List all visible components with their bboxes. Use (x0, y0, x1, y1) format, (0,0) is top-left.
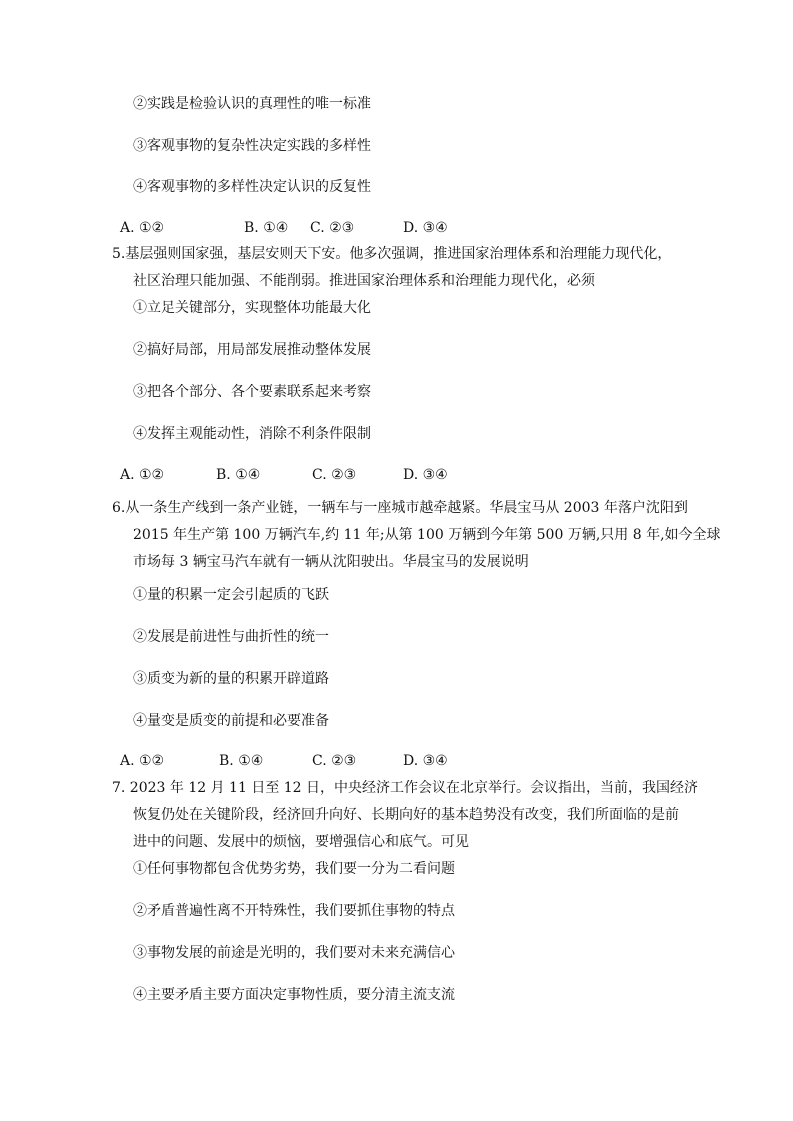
q5-stem-line-2: 社区治理只能加强、不能削弱。推进国家治理体系和治理能力现代化，必须 (133, 273, 595, 289)
q5-option-b[interactable]: B. ①④ (216, 467, 261, 483)
q4-option-b[interactable]: B. ①④ (244, 220, 289, 236)
q5-option-d[interactable]: D. ③④ (403, 467, 448, 483)
q6-statement-3: ③质变为新的量的积累开辟道路 (133, 671, 329, 687)
q6-option-a[interactable]: A. ①② (120, 753, 165, 769)
q7-statement-1: ①任何事物都包含优势劣势，我们要一分为二看问题 (133, 861, 455, 877)
q7-stem-line-2: 恢复仍处在关键阶段，经济回升向好、长期向好的基本趋势没有改变，我们所面临的是前 (133, 807, 679, 823)
q5-statement-4: ④发挥主观能动性，消除不利条件限制 (133, 426, 371, 442)
q6-option-b[interactable]: B. ①④ (219, 753, 264, 769)
q7-statement-4: ④主要矛盾主要方面决定事物性质，要分清主流支流 (133, 987, 455, 1003)
q6-stem-line-3: 市场每 3 辆宝马汽车就有一辆从沈阳驶出。华晨宝马的发展说明 (133, 554, 529, 570)
q6-stem-line-1: 6.从一条生产线到一条产业链，一辆车与一座城市越牵越紧。华晨宝马从 2003 年落户沈阳到 (112, 500, 688, 516)
q6-statement-1: ①量的积累一定会引起质的飞跃 (133, 587, 329, 603)
q6-stem-line-2: 2015 年生产第 100 万辆汽车,约 11 年;从第 100 万辆到今年第 500 万辆,只用 8 年,如今全球 (133, 527, 721, 543)
q5-statement-1: ①立足关键部分，实现整体功能最大化 (133, 300, 371, 316)
q5-statement-3: ③把各个部分、各个要素联系起来考察 (133, 384, 371, 400)
q6-statement-4: ④量变是质变的前提和必要准备 (133, 713, 329, 729)
q7-stem-line-1: 7. 2023 年 12 月 11 日至 12 日，中央经济工作会议在北京举行。会议指出，当前，我国经济 (112, 780, 699, 796)
q4-option-d[interactable]: D. ③④ (403, 220, 448, 236)
q4-statement-4: ④客观事物的多样性决定认识的反复性 (133, 179, 371, 195)
q5-stem-line-1: 5.基层强则国家强，基层安则天下安。他多次强调，推进国家治理体系和治理能力现代化， (112, 246, 672, 262)
q7-statement-3: ③事物发展的前途是光明的，我们要对未来充满信心 (133, 945, 455, 961)
q6-statement-2: ②发展是前进性与曲折性的统一 (133, 629, 329, 645)
q4-statement-3: ③客观事物的复杂性决定实践的多样性 (133, 138, 371, 154)
q5-statement-2: ②搞好局部，用局部发展推动整体发展 (133, 342, 371, 358)
q4-statement-2: ②实践是检验认识的真理性的唯一标准 (133, 96, 371, 112)
q7-statement-2: ②矛盾普遍性离不开特殊性，我们要抓住事物的特点 (133, 903, 455, 919)
q6-option-c[interactable]: C. ②③ (312, 753, 357, 769)
q6-option-d[interactable]: D. ③④ (403, 753, 448, 769)
q4-option-c[interactable]: C. ②③ (310, 220, 355, 236)
q4-option-a[interactable]: A. ①② (120, 220, 165, 236)
q7-stem-line-3: 进中的问题、发展中的烦恼，要增强信心和底气。可见 (133, 834, 469, 850)
q5-option-c[interactable]: C. ②③ (312, 467, 357, 483)
q5-option-a[interactable]: A. ①② (120, 467, 165, 483)
